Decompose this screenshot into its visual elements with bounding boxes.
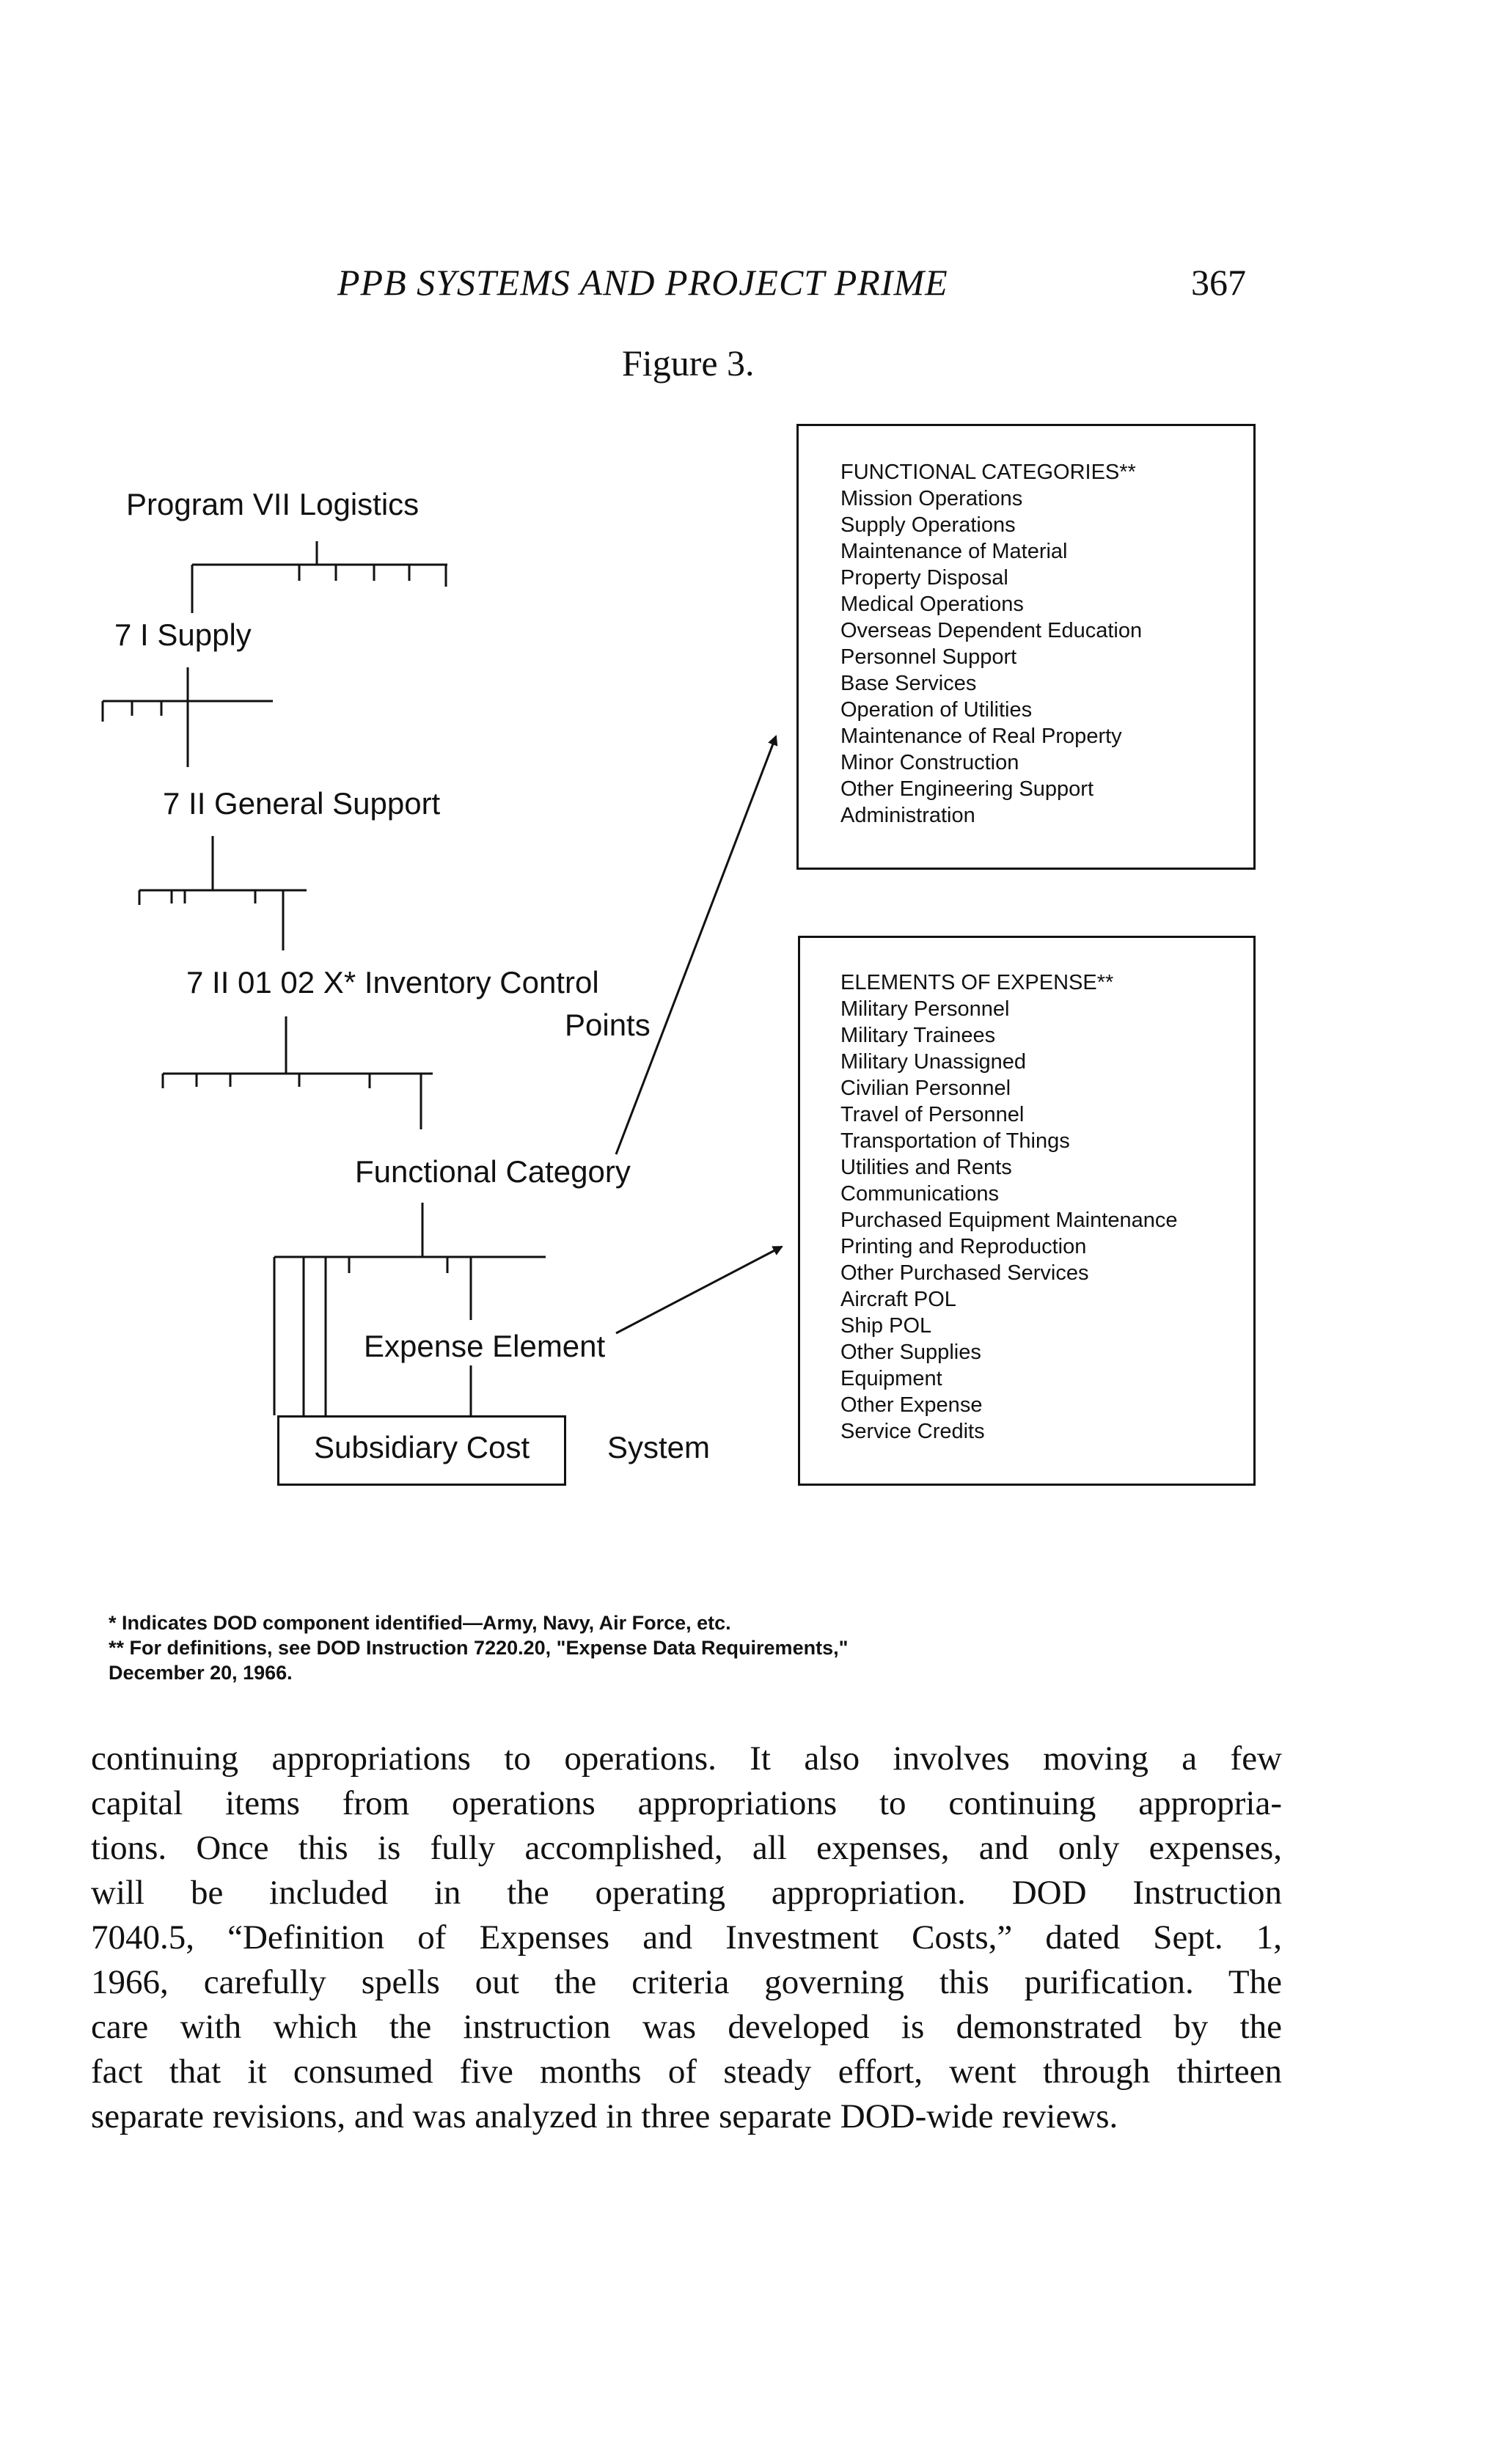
elements-of-expense-list — [840, 969, 1177, 1445]
subsidiary-cost-label: Subsidiary Cost — [314, 1430, 530, 1464]
expense-element-item: Other Supplies — [840, 1341, 981, 1364]
running-title: PPB SYSTEMS AND PROJECT PRIME — [337, 262, 948, 303]
expense-element-item: Purchased Equipment Maintenance — [840, 1209, 1178, 1232]
functional-category-item: Property Disposal — [840, 566, 1008, 590]
functional-category-item: Maintenance of Material — [840, 540, 1068, 563]
expense-element-item: Military Personnel — [840, 997, 1010, 1021]
expense-element-item: Printing and Reproduction — [840, 1235, 1087, 1258]
body-line: fact that it consumed five months of steady effort, went through thirteen — [91, 2053, 1282, 2091]
expense-element-item: Ship POL — [840, 1314, 932, 1338]
expense-element-item: Other Expense — [840, 1393, 983, 1417]
inventory-control-label: 7 II 01 02 X* Inventory Control — [186, 965, 599, 1000]
expense-element-item: Service Credits — [840, 1420, 985, 1443]
page-number: 367 — [1191, 262, 1246, 303]
body-line: 1966, carefully spells out the criteria governing this purification. The — [91, 1963, 1282, 2001]
body-line: continuing appropriations to operations. It also involves moving a few — [91, 1739, 1282, 1778]
expense-element-item: Military Unassigned — [840, 1050, 1027, 1074]
functional-category-item: Minor Construction — [840, 751, 1019, 774]
body-line: separate revisions, and was analyzed in three separate DOD-wide reviews. — [91, 2097, 1118, 2135]
inventory-control-label-cont: Points — [565, 1008, 651, 1042]
functional-category-label: Functional Category — [355, 1154, 631, 1189]
expense-element-item: Travel of Personnel — [840, 1103, 1025, 1126]
functional-category-item: Personnel Support — [840, 645, 1017, 669]
functional-category-item: Base Services — [840, 672, 977, 695]
expense-element-label: Expense Element — [364, 1329, 606, 1363]
system-label: System — [607, 1430, 711, 1464]
functional-category-item: Medical Operations — [840, 593, 1024, 616]
footnote-line: * Indicates DOD component identified—Army, Navy, Air Force, etc. — [109, 1612, 731, 1634]
functional-category-item: Operation of Utilities — [840, 698, 1033, 722]
functional-category-item: Mission Operations — [840, 487, 1023, 510]
expense-element-item: Utilities and Rents — [840, 1156, 1012, 1179]
functional-category-item: Maintenance of Real Property — [840, 725, 1122, 748]
body-paragraph — [91, 1737, 1282, 2139]
supply-label: 7 I Supply — [114, 617, 252, 652]
elements-of-expense-heading: ELEMENTS OF EXPENSE** — [840, 971, 1114, 994]
body-line: 7040.5, “Definition of Expenses and Investment Costs,” dated Sept. 1, — [91, 1918, 1282, 1957]
body-line: care with which the instruction was developed is demonstrated by the — [91, 2008, 1282, 2046]
expense-element-item: Civilian Personnel — [840, 1077, 1011, 1100]
body-line: capital items from operations appropriations to continuing appropria- — [91, 1784, 1282, 1822]
functional-categories-heading: FUNCTIONAL CATEGORIES** — [840, 461, 1136, 484]
expense-element-item: Aircraft POL — [840, 1288, 956, 1311]
functional-category-item: Supply Operations — [840, 513, 1016, 537]
functional-category-item: Other Engineering Support — [840, 777, 1093, 801]
expense-element-item: Equipment — [840, 1367, 942, 1390]
expense-element-item: Communications — [840, 1182, 999, 1206]
general-support-label: 7 II General Support — [163, 786, 441, 821]
footnote-line: December 20, 1966. — [109, 1662, 293, 1684]
body-line: will be included in the operating appropriation. DOD Instruction — [91, 1874, 1282, 1912]
expense-element-item: Military Trainees — [840, 1024, 996, 1047]
footnote-line: ** For definitions, see DOD Instruction 7220.20, "Expense Data Requirements," — [109, 1637, 849, 1659]
figure-footnotes — [109, 1610, 848, 1685]
expense-element-item: Other Purchased Services — [840, 1261, 1089, 1285]
functional-category-item: Overseas Dependent Education — [840, 619, 1143, 642]
expense-element-item: Transportation of Things — [840, 1129, 1070, 1153]
figure-title: Figure 3. — [622, 342, 755, 384]
functional-categories-list — [840, 459, 1142, 829]
program-label: Program VII Logistics — [126, 487, 420, 521]
body-line: tions. Once this is fully accomplished, all expenses, and only expenses, — [91, 1829, 1282, 1867]
functional-category-item: Administration — [840, 804, 975, 827]
